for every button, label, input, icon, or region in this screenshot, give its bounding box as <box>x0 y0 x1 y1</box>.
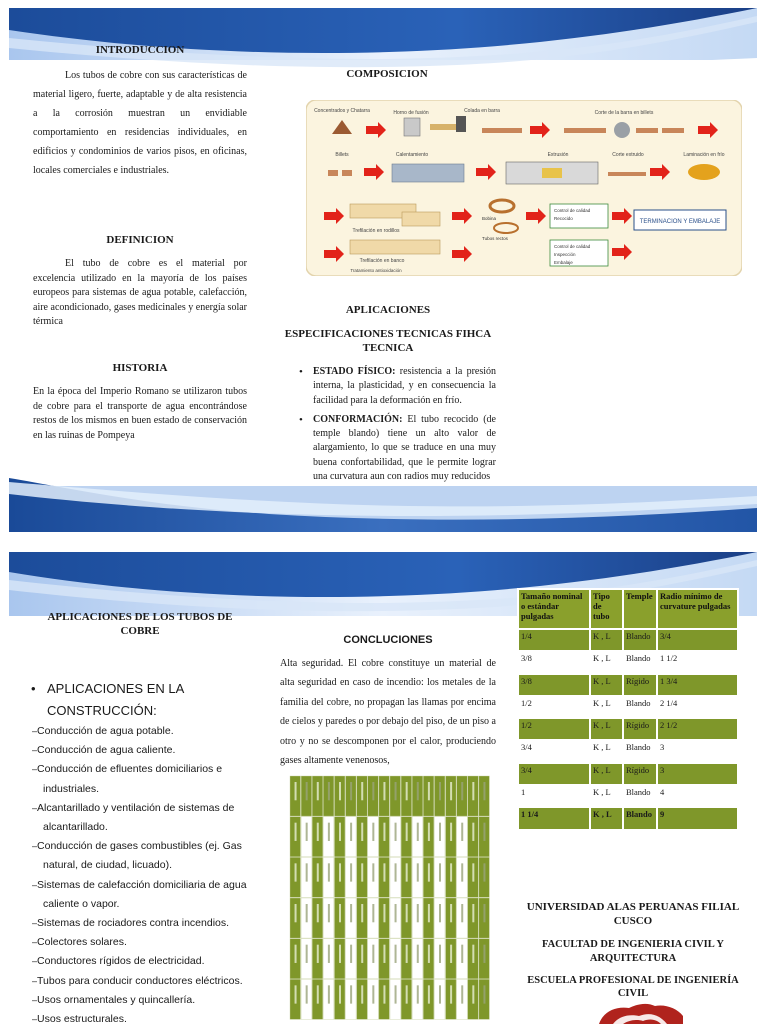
table-cell: Blando <box>623 651 657 673</box>
rotated-table-glyph <box>350 945 352 963</box>
intro-heading: INTRODUCCION <box>95 44 185 56</box>
rotated-table-glyph <box>428 985 430 1003</box>
rotated-table-glyph <box>439 904 441 922</box>
rotated-table-glyph <box>339 863 341 881</box>
bar-icon <box>564 128 606 133</box>
table-cell: 9 <box>657 807 738 829</box>
table-cell: 1 <box>518 785 590 807</box>
rotated-table-glyph <box>406 904 408 922</box>
table-cell: Rígido <box>623 718 657 740</box>
table-row <box>518 651 738 673</box>
university-name: UNIVERSIDAD ALAS PERUANAS FILIAL CUSCO <box>526 901 740 927</box>
rotated-table-glyph <box>383 863 385 881</box>
tube-icon <box>608 172 646 176</box>
rotated-table-glyph <box>372 904 374 922</box>
table-row <box>518 807 738 829</box>
brochure-page-1 <box>9 8 757 532</box>
rotated-table-glyph <box>306 863 308 881</box>
saw-icon <box>614 122 630 138</box>
table-row <box>518 674 738 696</box>
billet-icon <box>342 170 352 176</box>
definicion-text: El tubo de cobre es el material por excelencia utilizado en la mayoría de los países europeos para sistemas de agua potable, calefacción, aire acondicionado, gases medicinales y energía solar térmica <box>33 258 247 327</box>
rotated-table-glyph <box>361 904 363 922</box>
table-cell: K , L <box>590 740 623 762</box>
rotated-table-glyph <box>361 782 363 800</box>
table-header-cell: Tamaño nominal o estándar pulgadas <box>518 589 590 629</box>
rotated-table-glyph <box>372 945 374 963</box>
table-cell: Rígido <box>623 763 657 785</box>
bullet-icon: • <box>31 681 36 696</box>
rotated-table-glyph <box>328 945 330 963</box>
table-cell: 1/2 <box>518 696 590 718</box>
application-item: – Conducción de agua potable. <box>27 722 257 741</box>
historia-heading: HISTORIA <box>112 362 168 374</box>
brochure-page-2 <box>9 552 757 1024</box>
rotated-table-glyph <box>361 985 363 1003</box>
rotated-table-glyph <box>328 985 330 1003</box>
rotated-table-glyph <box>383 782 385 800</box>
rotated-table-glyph <box>483 945 485 963</box>
rotated-table-glyph <box>483 985 485 1003</box>
rotated-table-glyph <box>306 945 308 963</box>
rotated-table-glyph <box>461 823 463 841</box>
rotated-table-glyph <box>417 782 419 800</box>
rotated-table-glyph <box>417 904 419 922</box>
table-cell: K , L <box>590 807 623 829</box>
casting-icon <box>430 124 460 130</box>
rotated-table-glyph <box>450 782 452 800</box>
table-cell: Blando <box>623 740 657 762</box>
rotated-table-glyph <box>439 985 441 1003</box>
application-item: – Conducción de agua caliente. <box>27 741 257 760</box>
spec-item <box>299 365 496 408</box>
step-scrap-label: Concentrados y Chatarra <box>314 108 370 114</box>
rotated-table-glyph <box>417 945 419 963</box>
apps-heading: APLICACIONES DE LOS TUBOS DE COBRE <box>47 611 233 637</box>
drawing-bench-icon <box>350 240 440 254</box>
rotated-table-glyph <box>450 904 452 922</box>
spec-item <box>299 413 496 484</box>
rotated-table-glyph <box>317 904 319 922</box>
rotated-table-glyph <box>295 904 297 922</box>
table-cell: 3 <box>657 740 738 762</box>
rotated-table-glyph <box>328 904 330 922</box>
rotated-table-glyph <box>483 823 485 841</box>
extrusion-die-icon <box>542 168 562 178</box>
specs-list <box>299 365 496 489</box>
rotated-table-glyph <box>461 985 463 1003</box>
faculty-name: FACULTAD DE INGENIERIA CIVIL Y ARQUITECTURA <box>541 939 725 964</box>
rotated-table-glyph <box>428 945 430 963</box>
table-cell: 3/4 <box>518 740 590 762</box>
table-cell: K , L <box>590 651 623 673</box>
spec-text: El tubo recocido (de temple blando) tiene un alto valor de alargamiento, lo que se traduce en una muy buena confortabilidad, que le permite lograr una curvatura aun con radios muy reducidos <box>313 413 496 483</box>
rotated-table-glyph <box>295 782 297 800</box>
applications-list <box>27 722 257 1024</box>
rotated-table-glyph <box>461 945 463 963</box>
rotated-reference-table <box>284 772 496 1024</box>
rotated-table-glyph <box>439 945 441 963</box>
table-cell: 4 <box>657 785 738 807</box>
rotated-table-glyph <box>461 782 463 800</box>
application-item: – Alcantarillado y ventilación de sistemas de alcantarillado. <box>27 799 257 837</box>
rotated-table-glyph <box>350 823 352 841</box>
application-item: – Tubos para conducir conductores eléctricos. <box>27 972 257 991</box>
rotated-table-glyph <box>428 782 430 800</box>
application-item: – Conducción de gases combustibles (ej. Gas natural, de ciudad, licuado). <box>27 837 257 875</box>
rotated-table-glyph <box>461 863 463 881</box>
rotated-table-glyph <box>417 985 419 1003</box>
rotated-table-glyph <box>295 823 297 841</box>
table-cell: 1/4 <box>518 629 590 651</box>
rotated-table-glyph <box>428 904 430 922</box>
table-cell: 3/8 <box>518 651 590 673</box>
quality-control-label: Control de calidad <box>554 208 591 213</box>
rotated-table-glyph <box>339 782 341 800</box>
table-header-cell: Radio mínimo de curvature pulgadas <box>657 589 738 629</box>
rotated-table-glyph <box>350 904 352 922</box>
historia-text: En la época del Imperio Romano se utilizaron tubos de cobre para el transporte de agua encontrándose restos de los mismos en buen estado de conservación en las ruinas de Pompeya <box>33 386 247 441</box>
step-casting-label: Colada en barra <box>464 108 500 114</box>
step-furnace-label: Horno de fusión <box>393 110 429 116</box>
rotated-table-glyph <box>339 945 341 963</box>
construction-subheading-text: APLICACIONES EN LA CONSTRUCCIÓN: <box>47 681 184 718</box>
rotated-table-glyph <box>361 823 363 841</box>
rotated-table-glyph <box>450 823 452 841</box>
rotated-table-glyph <box>317 985 319 1003</box>
rotated-table-glyph <box>372 782 374 800</box>
rotated-table-glyph <box>395 904 397 922</box>
table-cell: K , L <box>590 785 623 807</box>
application-item: – Sistemas de rociadores contra incendios. <box>27 914 257 933</box>
casting-mould-icon <box>456 116 466 132</box>
furnace-icon <box>404 118 420 136</box>
table-cell: K , L <box>590 718 623 740</box>
annealing-label: Recocido <box>554 216 573 221</box>
rotated-table-glyph <box>417 823 419 841</box>
rotated-table-glyph <box>317 945 319 963</box>
rotated-table-glyph <box>306 782 308 800</box>
rotated-table-glyph <box>383 904 385 922</box>
definicion-heading: DEFINICION <box>106 234 174 246</box>
drawing-bench-icon <box>402 212 440 226</box>
inspection-label: Inspección <box>554 252 576 257</box>
application-item: – Sistemas de calefacción domiciliaria de agua caliente o vapor. <box>27 876 257 914</box>
rotated-table-glyph <box>472 945 474 963</box>
rotated-table-glyph <box>461 904 463 922</box>
rotated-table-glyph <box>361 863 363 881</box>
step-cut-label: Corte de la barra en billets <box>594 110 654 116</box>
conclusiones-text: Alta seguridad. El cobre constituye un material de alta seguridad en caso de incendio: los metales de la familia del cobre, no propagan las llamas por encima de cielos y paredes o por debajo del piso, de un piso a otro y no se descomponen por el calor, produciendo gases altamente venenosos, <box>280 658 496 767</box>
step-extrusion-label: Extrusión <box>547 152 569 158</box>
rotated-table-glyph <box>372 863 374 881</box>
rotated-table-glyph <box>406 823 408 841</box>
table-cell: Blando <box>623 629 657 651</box>
rotated-table-glyph <box>395 823 397 841</box>
step-anti-oxidation-label: Tratamiento antioxidación <box>350 268 402 273</box>
application-item: – Usos estructurales. <box>27 1010 257 1024</box>
packaging-label: Embalaje <box>554 260 573 265</box>
rotated-table-glyph <box>350 863 352 881</box>
rotated-table-glyph <box>339 985 341 1003</box>
table-row <box>518 763 738 785</box>
rotated-table-glyph <box>406 782 408 800</box>
step-billets-label: Billets <box>335 152 349 158</box>
rotated-table-glyph <box>395 863 397 881</box>
rotated-table-glyph <box>383 823 385 841</box>
table-header-row <box>518 589 738 629</box>
composicion-heading: COMPOSICION <box>346 68 428 80</box>
rotated-table-glyph <box>406 985 408 1003</box>
table-cell: K , L <box>590 674 623 696</box>
table-cell: 1 1/2 <box>657 651 738 673</box>
table-row <box>518 696 738 718</box>
rotated-table-glyph <box>450 863 452 881</box>
rotated-table-glyph <box>395 985 397 1003</box>
rotated-table-glyph <box>395 945 397 963</box>
rotated-table-glyph <box>472 863 474 881</box>
step-coil-label: Bobina <box>482 216 497 221</box>
rotated-table-glyph <box>439 863 441 881</box>
table-row <box>518 629 738 651</box>
table-header-cell: Temple <box>623 589 657 629</box>
table-cell: 1 1/4 <box>518 807 590 829</box>
rotated-table-glyph <box>372 985 374 1003</box>
rotated-table-glyph <box>306 904 308 922</box>
aplicaciones-heading: APLICACIONES <box>345 304 431 316</box>
rotated-table-glyph <box>439 823 441 841</box>
rotated-table-glyph <box>439 782 441 800</box>
rotated-table-glyph <box>317 823 319 841</box>
rotated-table-glyph <box>328 823 330 841</box>
rotated-table-glyph <box>450 945 452 963</box>
rotated-table-glyph <box>372 823 374 841</box>
billet-icon <box>662 128 684 133</box>
rotated-table-glyph <box>428 863 430 881</box>
rotated-table-glyph <box>472 782 474 800</box>
rotated-table-glyph <box>483 863 485 881</box>
step-cold-rolling-label: Laminación en frío <box>683 152 725 158</box>
rotated-table-glyph <box>472 985 474 1003</box>
rotated-table-glyph <box>350 782 352 800</box>
conclusiones-heading: CONCLUCIONES <box>343 634 433 646</box>
rotated-table-glyph <box>406 945 408 963</box>
specs-heading: ESPECIFICACIONES TECNICAS FIHCA TECNICA <box>284 328 492 354</box>
quality-control-label: Control de calidad <box>554 244 591 249</box>
university-logo-icon <box>593 1002 689 1024</box>
table-row <box>518 740 738 762</box>
school-name: ESCUELA PROFESIONAL DE INGENIERÍA CIVIL <box>527 975 739 999</box>
table-cell: 3/8 <box>518 674 590 696</box>
rolling-mill-icon <box>688 164 720 180</box>
table-row <box>518 785 738 807</box>
table-cell: K , L <box>590 763 623 785</box>
rotated-table-glyph <box>450 985 452 1003</box>
table-cell: K , L <box>590 629 623 651</box>
billet-icon <box>328 170 338 176</box>
table-header-cell: Tipo de tubo <box>590 589 623 629</box>
table-cell: 3/4 <box>518 763 590 785</box>
billet-icon <box>636 128 658 133</box>
table-cell: 1 3/4 <box>657 674 738 696</box>
intro-text: Los tubos de cobre con sus características de material ligero, fuerte, adaptable y de alta resistencia a la corrosión muestran un envidiable comportamiento en residencias individuales, en edificios y condominios de varios pisos, en oficinas, locales comerciales e industriales. <box>33 70 247 176</box>
construction-subheading <box>31 678 241 722</box>
rotated-table-glyph <box>339 823 341 841</box>
rotated-table-glyph <box>317 863 319 881</box>
step-heating-label: Calentamiento <box>395 152 429 158</box>
table-cell: 2 1/2 <box>657 718 738 740</box>
application-item: – Colectores solares. <box>27 933 257 952</box>
table-cell: 2 1/4 <box>657 696 738 718</box>
spec-label: CONFORMACIÓN: <box>313 413 403 425</box>
table-cell: Blando <box>623 696 657 718</box>
table-cell: 3/4 <box>657 629 738 651</box>
rotated-table-glyph <box>295 985 297 1003</box>
spec-label: ESTADO FÍSICO: <box>313 366 396 377</box>
rotated-table-glyph <box>417 863 419 881</box>
table-row <box>518 718 738 740</box>
rotated-table-glyph <box>406 863 408 881</box>
rotated-table-glyph <box>428 823 430 841</box>
table-cell: Blando <box>623 807 657 829</box>
rotated-table-glyph <box>328 863 330 881</box>
step-cut-extruded-label: Corte extruido <box>612 152 644 158</box>
table-cell: K , L <box>590 696 623 718</box>
spec-text: resistencia a la presión interna, la plasticidad, y en consecuencia la facilidad para la deformación en frío. <box>313 366 497 406</box>
rotated-table-glyph <box>483 904 485 922</box>
step-roller-drawing-label: Trefilación en rodillos <box>352 228 400 234</box>
rotated-table-glyph <box>383 945 385 963</box>
rotated-table-glyph <box>361 945 363 963</box>
rotated-table-glyph <box>383 985 385 1003</box>
table-cell: 1/2 <box>518 718 590 740</box>
table-cell: Blando <box>623 785 657 807</box>
rotated-table-glyph <box>472 823 474 841</box>
application-item: – Usos ornamentales y quincallería. <box>27 991 257 1010</box>
rotated-table-glyph <box>295 945 297 963</box>
table-cell: 3 <box>657 763 738 785</box>
application-item: – Conducción de efluentes domiciliarios e industriales. <box>27 760 257 798</box>
step-straight-tubes-label: Tubos rectos <box>482 236 508 241</box>
final-stage-label: TERMINACION Y EMBALAJE <box>639 219 721 225</box>
rotated-table-glyph <box>317 782 319 800</box>
rotated-table-glyph <box>395 782 397 800</box>
rotated-table-glyph <box>306 823 308 841</box>
heating-oven-icon <box>392 164 464 182</box>
process-diagram <box>306 100 742 276</box>
rotated-table-glyph <box>483 782 485 800</box>
specification-table <box>517 588 739 831</box>
rotated-table-glyph <box>339 904 341 922</box>
rotated-table-glyph <box>472 904 474 922</box>
rotated-table-glyph <box>306 985 308 1003</box>
table-cell: Rígido <box>623 674 657 696</box>
rotated-table-glyph <box>328 782 330 800</box>
application-item: – Conductores rígidos de electricidad. <box>27 952 257 971</box>
rotated-table-glyph <box>295 863 297 881</box>
bar-icon <box>482 128 522 133</box>
rotated-table-glyph <box>350 985 352 1003</box>
step-bench-drawing-label: Trefilación en banco <box>359 258 405 264</box>
